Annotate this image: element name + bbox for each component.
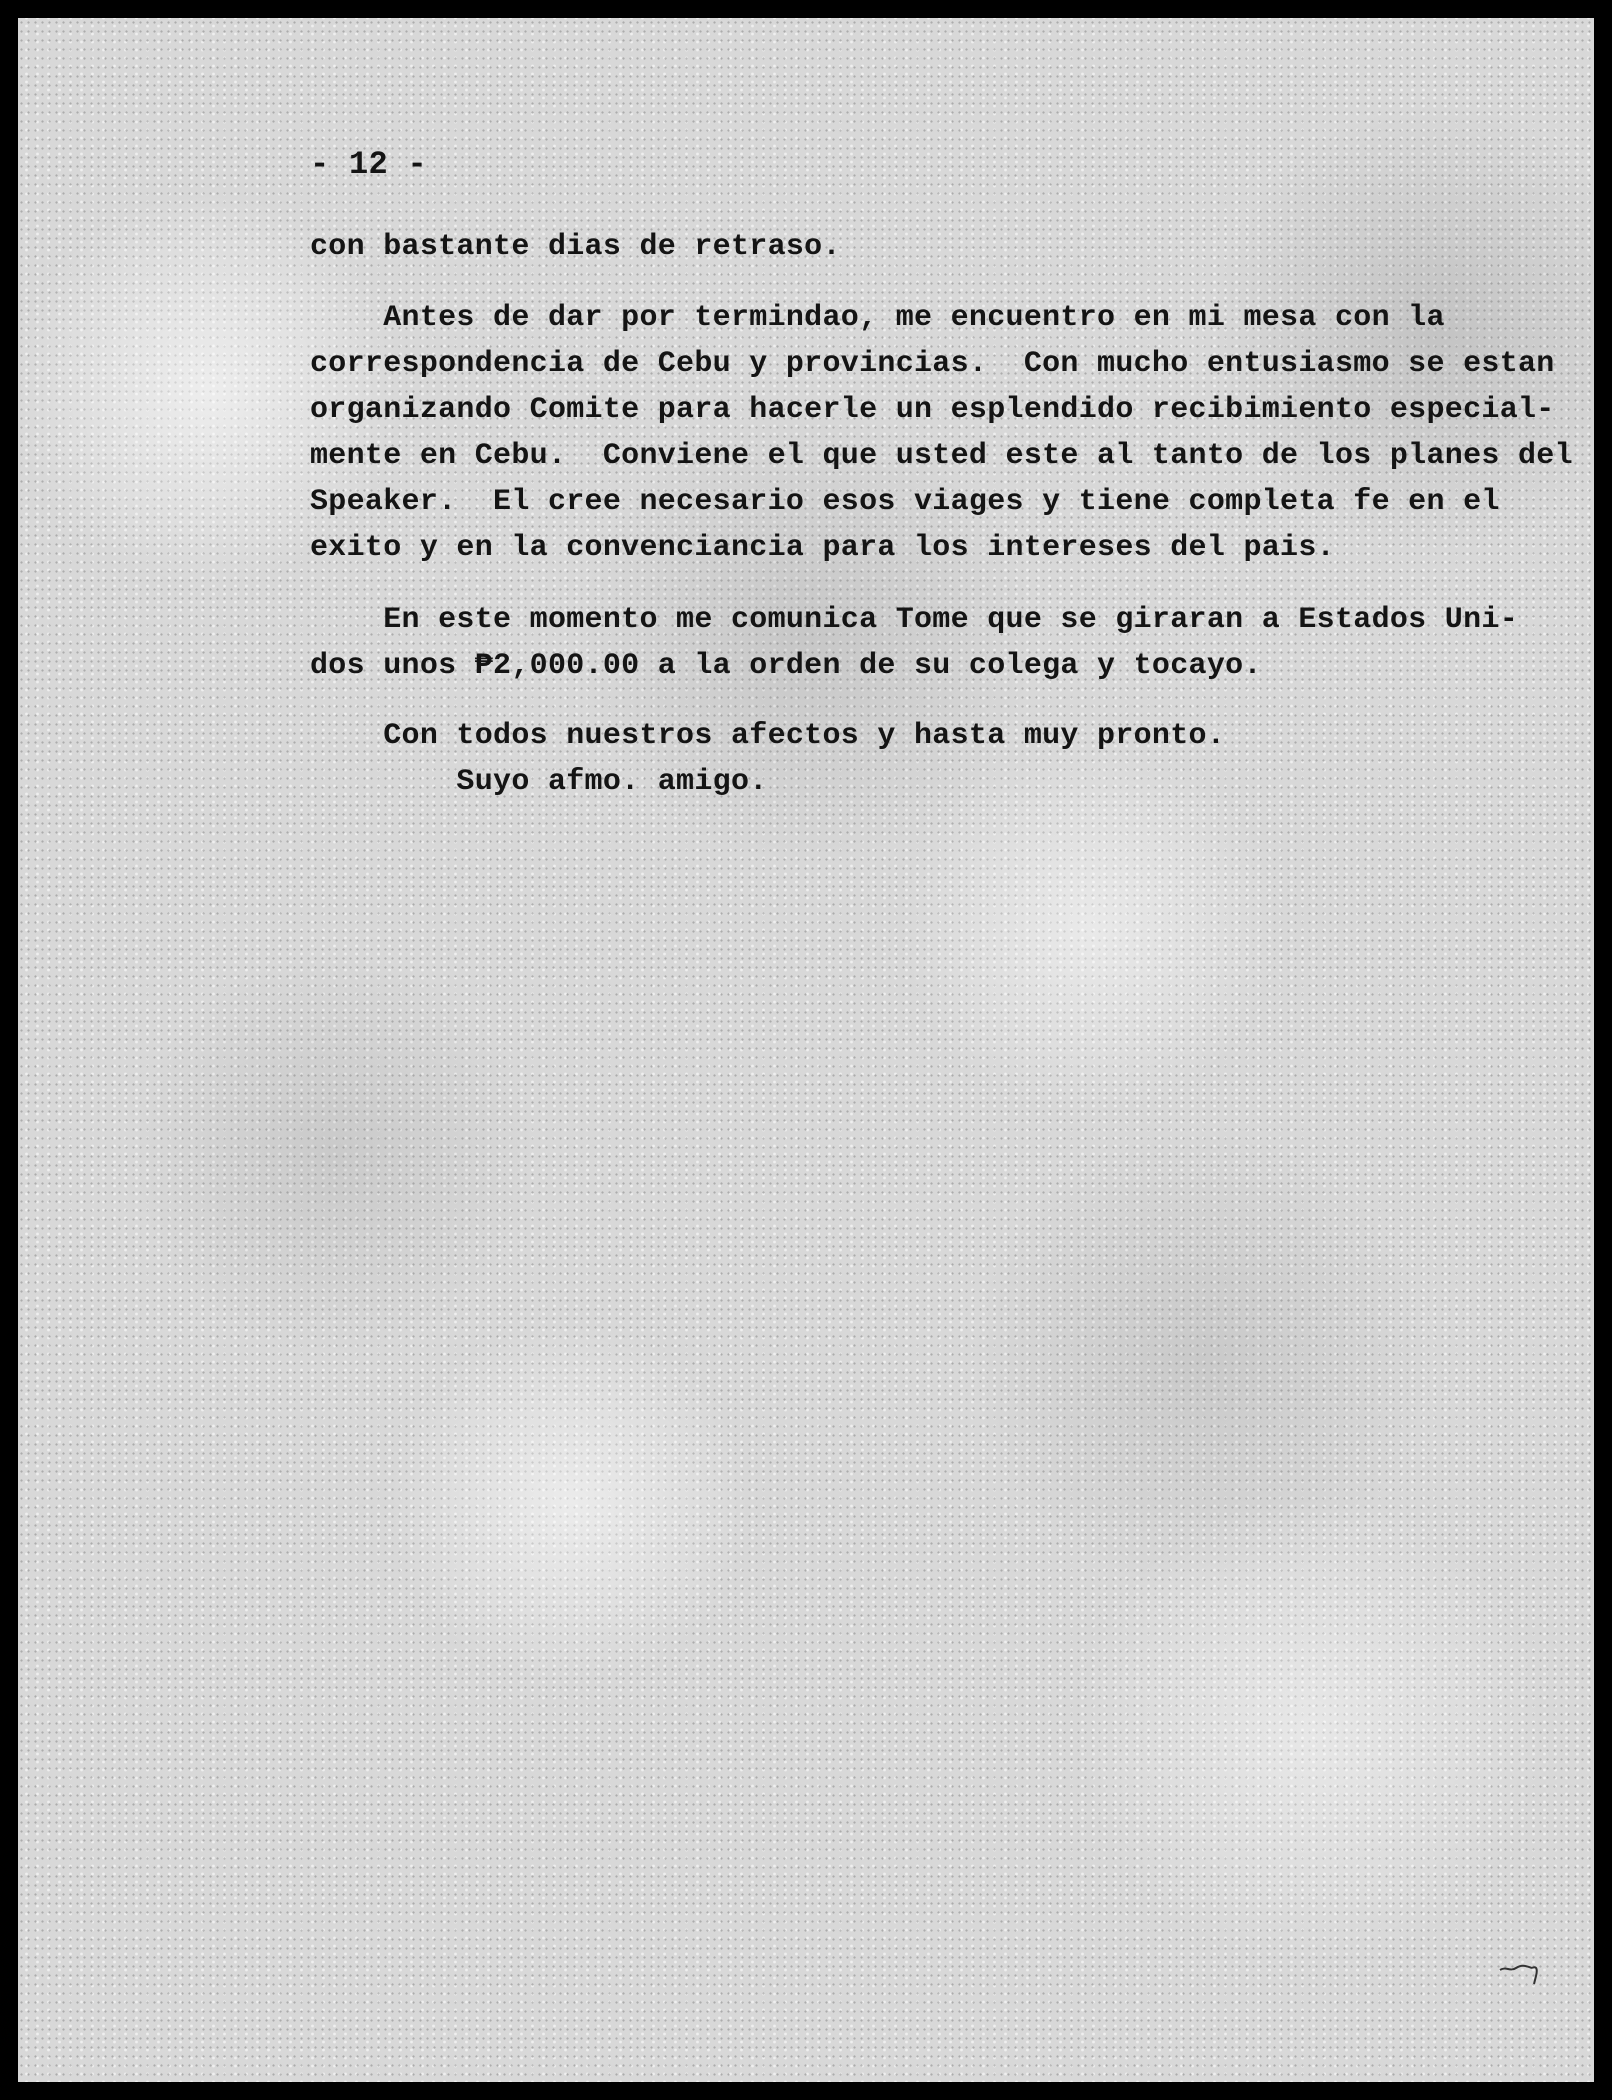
handwritten-mark — [1498, 1956, 1542, 1986]
body-line-5: mente en Cebu. Conviene el que usted este al tanto de los planes del — [310, 439, 1573, 473]
signature-line: Suyo afmo. amigo. — [310, 765, 768, 799]
body-line-8: En este momento me comunica Tome que se giraran a Estados Uni- — [310, 603, 1518, 637]
body-line-1: con bastante dias de retraso. — [310, 230, 841, 264]
body-line-7: exito y en la convenciancia para los intereses del pais. — [310, 531, 1335, 565]
body-line-3: correspondencia de Cebu y provincias. Con mucho entusiasmo se estan — [310, 347, 1555, 381]
closing-line: Con todos nuestros afectos y hasta muy pronto. — [310, 719, 1226, 753]
page-number: - 12 - — [310, 146, 428, 183]
document-page — [18, 18, 1594, 2082]
body-line-4: organizando Comite para hacerle un esplendido recibimiento especial- — [310, 393, 1555, 427]
body-line-2: Antes de dar por termindao, me encuentro en mi mesa con la — [310, 301, 1445, 335]
body-line-6: Speaker. El cree necesario esos viages y tiene completa fe en el — [310, 485, 1500, 519]
body-line-9: dos unos ₱2,000.00 a la orden de su colega y tocayo. — [310, 649, 1262, 683]
